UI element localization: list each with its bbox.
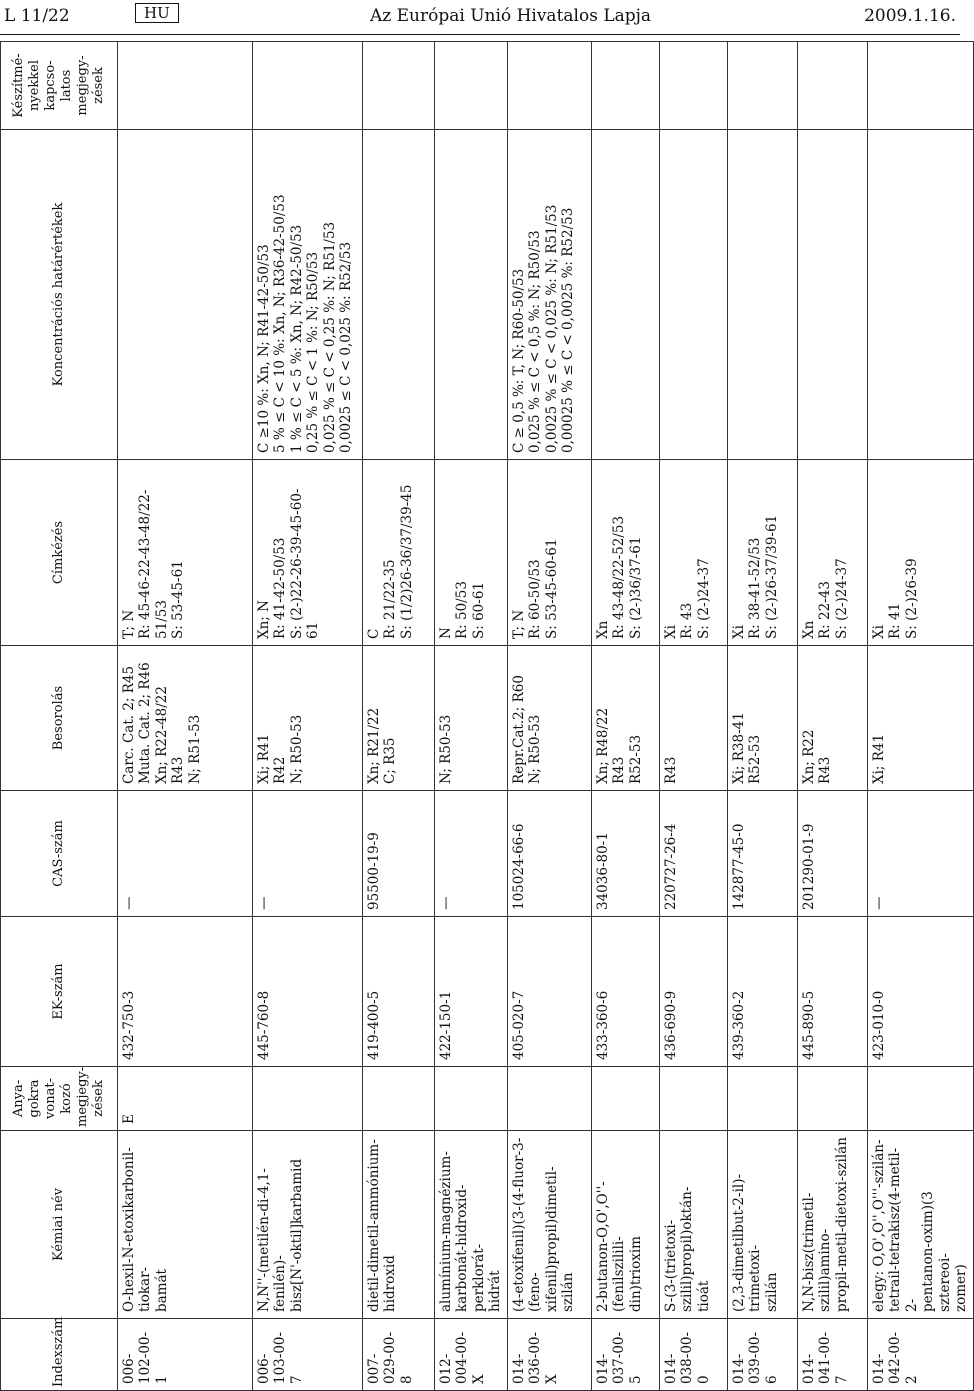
cell-note [727, 1067, 797, 1131]
cell-ec: 445-890-5 [797, 917, 867, 1067]
page-number: L 11/22 [4, 6, 70, 26]
cell-name: dietil-dimetil-ammónium- hidroxid [363, 1131, 435, 1319]
cell-classification: Carc. Cat. 2; R45 Muta. Cat. 2; R46 Xn; R22-48/22 R43 N; R51-53 [118, 646, 253, 791]
cell-classification: Xn; R48/22 R43 R52-53 [591, 646, 659, 791]
cell-classification: Xi; R38-41 R52-53 [727, 646, 797, 791]
col-header-name: Kémiai név [1, 1131, 118, 1319]
cell-limits [363, 130, 435, 460]
cell-index: 014-036-00-X [507, 1319, 591, 1391]
cell-name: O-hexil-N-etoxikarbonil-tiokar- bamát [118, 1131, 253, 1319]
cell-ec: 433-360-6 [591, 917, 659, 1067]
cell-note-preparation [253, 42, 363, 130]
cell-note [363, 1067, 435, 1131]
cell-labelling: Xi R: 41 S: (2-)26-39 [867, 460, 973, 646]
table-stage [0, 42, 970, 1391]
cell-cas: — [118, 791, 253, 917]
cell-note-preparation [727, 42, 797, 130]
cell-name: elegy: O,O',O'',O'''-szilán- tetrail-tetrakisz(4-metil-2- pentanon-oxim)(3 sztereoi- zomer) [867, 1131, 973, 1319]
language-code: HU [135, 3, 179, 23]
publication-date: 2009.1.16. [864, 6, 956, 26]
cell-index: 006-102-00-1 [118, 1319, 253, 1391]
cell-cas: — [867, 791, 973, 917]
col-header-limits: Koncentrációs határértékek [1, 130, 118, 460]
cell-labelling: Xn R: 43-48/22-52/53 S: (2-)36/37-61 [591, 460, 659, 646]
cell-limits [118, 130, 253, 460]
cell-note [867, 1067, 973, 1131]
table-row [797, 42, 867, 1391]
cell-ec: 419-400-5 [363, 917, 435, 1067]
cell-name: 2-butanon-O,O',O''-(fenilszilili- din)trioxim [591, 1131, 659, 1319]
cell-name: (2,3-dimetilbut-2-il)-trimetoxi- szilán [727, 1131, 797, 1319]
cell-index: 014-042-00-2 [867, 1319, 973, 1391]
cell-index: 006-103-00-7 [253, 1319, 363, 1391]
cell-ec: 422-150-1 [435, 917, 508, 1067]
cell-index: 014-039-00-6 [727, 1319, 797, 1391]
cell-note [507, 1067, 591, 1131]
col-header-note-preparation: Készítmé- nyekkel kapcso- latos megjegy- zések [1, 42, 118, 130]
cell-note-preparation [363, 42, 435, 130]
cell-limits [659, 130, 727, 460]
table-row [659, 42, 727, 1391]
rotated-table-wrapper [0, 42, 970, 1391]
cell-cas: — [253, 791, 363, 917]
cell-labelling: C R: 21/22-35 S: (1/2)26-36/37/39-45 [363, 460, 435, 646]
cell-note [797, 1067, 867, 1131]
cell-limits: C ≥10 %: Xn, N; R41-42-50/53 5 % ≤ C < 10 %: Xn, N; R36-42-50/53 1 % ≤ C < 5 %: Xn, N; R42-50/53 0,25 % ≤ C < 1 %: N; R50/53 0,025 % ≤ C < 0,25 %: N; R51/53 0,0025 ≤ C < 0,025 %: R52/53 [253, 130, 363, 460]
cell-name: N,N''-(metilén-di-4,1-fenilén)- bisz[N'-oktil]karbamid [253, 1131, 363, 1319]
cell-note-preparation [867, 42, 973, 130]
table-row [363, 42, 435, 1391]
cell-cas: — [435, 791, 508, 917]
cell-name: S-(3-(trietoxi-szilil)propil)oktán- tioát [659, 1131, 727, 1319]
table-row [435, 42, 508, 1391]
cell-note [591, 1067, 659, 1131]
cell-limits: C ≥ 0,5 %: T, N; R60-50/53 0,025 % ≤ C < 0,5 %: N; R50/53 0,0025 % ≤ C < 0,025 %: N; R51/53 0,00025 % ≤ C < 0,0025 %: R52/53 [507, 130, 591, 460]
cell-note [253, 1067, 363, 1131]
cell-index: 012-004-00-X [435, 1319, 508, 1391]
cell-labelling: Xi R: 43 S: (2-)24-37 [659, 460, 727, 646]
cell-limits [867, 130, 973, 460]
table-row [507, 42, 591, 1391]
cell-classification: R43 [659, 646, 727, 791]
cell-labelling: Xn R: 22-43 S: (2-)24-37 [797, 460, 867, 646]
cell-labelling: T; N R: 60-50/53 S: 53-45-60-61 [507, 460, 591, 646]
cell-classification: N; R50-53 [435, 646, 508, 791]
cell-note-preparation [118, 42, 253, 130]
col-header-cas: CAS-szám [1, 791, 118, 917]
cell-cas: 142877-45-0 [727, 791, 797, 917]
cell-note-preparation [797, 42, 867, 130]
cell-classification: Xi; R41 R42 N; R50-53 [253, 646, 363, 791]
cell-note [435, 1067, 508, 1131]
cell-limits [727, 130, 797, 460]
cell-index: 007-029-00-8 [363, 1319, 435, 1391]
cell-ec: 445-760-8 [253, 917, 363, 1067]
table-row [867, 42, 973, 1391]
table-row [727, 42, 797, 1391]
cell-note [659, 1067, 727, 1131]
cell-cas: 220727-26-4 [659, 791, 727, 917]
cell-classification: Xn; R22 R43 [797, 646, 867, 791]
cell-limits [435, 130, 508, 460]
journal-title: Az Európai Unió Hivatalos Lapja [370, 6, 652, 26]
cell-name: alumínium-magnézium- karbonát-hidroxid-perklorát- hidrát [435, 1131, 508, 1319]
cell-note: E [118, 1067, 253, 1131]
cell-name: (4-etoxifenil)(3-(4-fluor-3-(feno- xifenil)propil)dimetil-szilán [507, 1131, 591, 1319]
col-header-classification: Besorolás [1, 646, 118, 791]
cell-cas: 34036-80-1 [591, 791, 659, 917]
table-row [118, 42, 253, 1391]
cell-ec: 432-750-3 [118, 917, 253, 1067]
table-header-row [1, 42, 118, 1391]
cell-ec: 439-360-2 [727, 917, 797, 1067]
col-header-ec: EK-szám [1, 917, 118, 1067]
cell-ec: 405-020-7 [507, 917, 591, 1067]
cell-cas: 105024-66-6 [507, 791, 591, 917]
cell-classification: Repr.Cat.2; R60 N; R50-53 [507, 646, 591, 791]
cell-note-preparation [659, 42, 727, 130]
cell-name: N,N-bisz(trimetil-szilil)amino- propil-metil-dietoxi-szilán [797, 1131, 867, 1319]
cell-labelling: Xi R: 38-41-52/53 S: (2-)26-37/39-61 [727, 460, 797, 646]
cell-limits [797, 130, 867, 460]
cell-classification: Xn; R21/22 C; R35 [363, 646, 435, 791]
cell-note-preparation [435, 42, 508, 130]
col-header-index: Indexszám [1, 1319, 118, 1391]
table-body [118, 42, 974, 1391]
col-header-note-substance: Anya- gokra vonat- kozó megjegy- zések [1, 1067, 118, 1131]
cell-labelling: N R: 50/53 S: 60-61 [435, 460, 508, 646]
cell-index: 014-041-00-7 [797, 1319, 867, 1391]
cell-index: 014-037-00-5 [591, 1319, 659, 1391]
col-header-labelling: Címkézés [1, 460, 118, 646]
cell-ec: 436-690-9 [659, 917, 727, 1067]
cell-labelling: Xn; N R: 41-42-50/53 S: (2-)22-26-39-45-60- 61 [253, 460, 363, 646]
cell-classification: Xi; R41 [867, 646, 973, 791]
cell-limits [591, 130, 659, 460]
cell-ec: 423-010-0 [867, 917, 973, 1067]
substance-table [0, 41, 974, 1391]
cell-cas: 201290-01-9 [797, 791, 867, 917]
cell-labelling: T; N R: 45-46-22-43-48/22- 51/53 S: 53-45-61 [118, 460, 253, 646]
page-header [0, 0, 960, 34]
header-divider [0, 34, 960, 35]
cell-note-preparation [507, 42, 591, 130]
table-row [591, 42, 659, 1391]
cell-index: 014-038-00-0 [659, 1319, 727, 1391]
cell-cas: 95500-19-9 [363, 791, 435, 917]
table-row [253, 42, 363, 1391]
cell-note-preparation [591, 42, 659, 130]
